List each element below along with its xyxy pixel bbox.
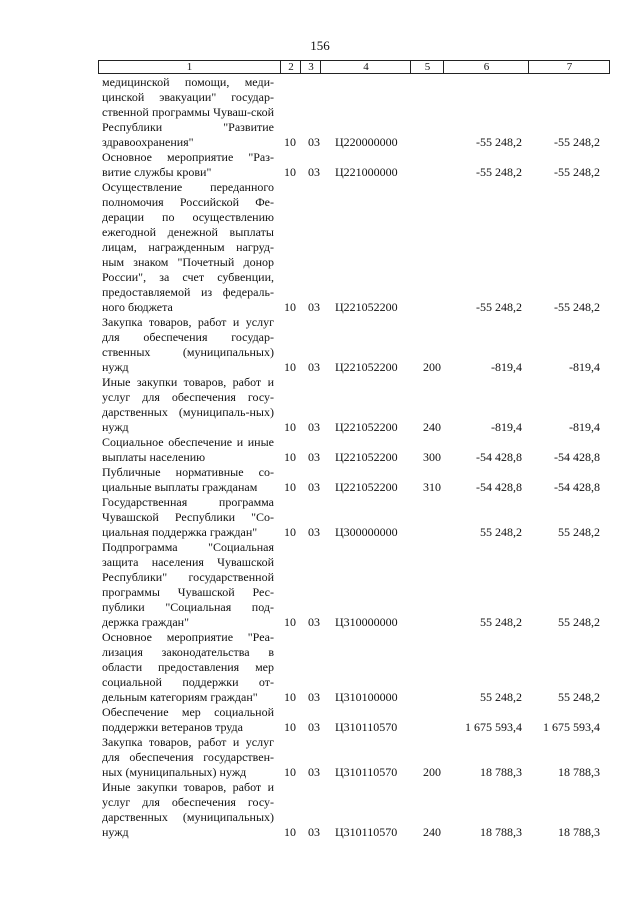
row-section: 10: [284, 165, 296, 179]
row-section: 10: [284, 360, 296, 374]
header-col-1: 1: [186, 61, 193, 73]
row-amount-6: -819,4: [491, 420, 522, 434]
table-row: [0, 705, 640, 735]
row-target-code: Ц310000000: [335, 615, 398, 629]
page-number: 156: [310, 38, 330, 53]
header-col-3: 3: [300, 61, 321, 73]
row-amount-6: 18 788,3: [480, 825, 522, 839]
header-col-7: 7: [528, 61, 610, 73]
row-subsection: 03: [308, 615, 320, 629]
row-name: Иные закупки товаров, работ и услуг для обеспечения госу-дарственных (муниципаль-ных) нужд: [102, 375, 274, 434]
row-target-code: Ц221052200: [335, 300, 398, 314]
row-target-code: Ц221052200: [335, 450, 398, 464]
header-col-2: 2: [280, 61, 301, 73]
row-expense-type: 240: [423, 825, 441, 839]
table-row: [0, 435, 640, 465]
row-section: 10: [284, 690, 296, 704]
row-section: 10: [284, 765, 296, 779]
row-amount-6: -55 248,2: [476, 300, 522, 314]
row-target-code: Ц310110570: [335, 720, 398, 734]
row-name: Основное мероприятие "Реа-лизация законодательства в области предоставления мер социальной поддержки от-дельным категориям граждан": [102, 630, 274, 704]
row-subsection: 03: [308, 135, 320, 149]
row-amount-7: -55 248,2: [554, 300, 600, 314]
row-name: Закупка товаров, работ и услуг для обеспечения государ-ственных (муниципальных) нужд: [102, 315, 274, 374]
row-amount-6: 55 248,2: [480, 525, 522, 539]
row-target-code: Ц221052200: [335, 480, 398, 494]
row-amount-6: -54 428,8: [476, 450, 522, 464]
table-row: [0, 540, 640, 630]
row-amount-6: -819,4: [491, 360, 522, 374]
row-subsection: 03: [308, 825, 320, 839]
row-section: 10: [284, 525, 296, 539]
table-header: [98, 60, 610, 74]
header-col-4: 4: [320, 61, 411, 73]
row-amount-6: -54 428,8: [476, 480, 522, 494]
row-target-code: Ц220000000: [335, 135, 398, 149]
row-subsection: 03: [308, 480, 320, 494]
row-subsection: 03: [308, 165, 320, 179]
row-name: Осуществление переданного полномочия Российской Фе-дерации по осуществлению ежегодной денежной выплаты лицам, награжденным нагруд-ным знаком "Почетный донор России", за счет субвенции, предоставляемой из федераль-ного бюджета: [102, 180, 274, 314]
row-name: Социальное обеспечение и иные выплаты населению: [102, 435, 274, 464]
row-target-code: Ц310100000: [335, 690, 398, 704]
row-name: Закупка товаров, работ и услуг для обеспечения государствен-ных (муниципальных) нужд: [102, 735, 274, 779]
row-amount-7: 55 248,2: [558, 690, 600, 704]
row-name: медицинской помощи, меди-цинской эвакуации" государ-ственной программы Чуваш-ской Республики "Развитие здравоохранения": [102, 75, 274, 149]
table-row: [0, 735, 640, 780]
row-name: Публичные нормативные со-циальные выплаты гражданам: [102, 465, 274, 494]
row-subsection: 03: [308, 765, 320, 779]
table-row: [0, 375, 640, 435]
row-target-code: Ц310110570: [335, 825, 398, 839]
row-expense-type: 300: [423, 450, 441, 464]
row-amount-7: -55 248,2: [554, 135, 600, 149]
row-target-code: Ц300000000: [335, 525, 398, 539]
row-name: Иные закупки товаров, работ и услуг для обеспечения госу-дарственных (муниципальных) нужд: [102, 780, 274, 839]
row-name: Обеспечение мер социальной поддержки ветеранов труда: [102, 705, 274, 734]
table-row: [0, 780, 640, 840]
row-amount-6: -55 248,2: [476, 165, 522, 179]
row-expense-type: 200: [423, 765, 441, 779]
row-target-code: Ц221052200: [335, 420, 398, 434]
row-target-code: Ц310110570: [335, 765, 398, 779]
row-target-code: Ц221000000: [335, 165, 398, 179]
table-row: [0, 630, 640, 705]
row-amount-7: -54 428,8: [554, 450, 600, 464]
header-col-5: 5: [410, 61, 444, 73]
row-amount-6: 55 248,2: [480, 615, 522, 629]
row-amount-7: 55 248,2: [558, 615, 600, 629]
row-subsection: 03: [308, 690, 320, 704]
row-subsection: 03: [308, 720, 320, 734]
row-name: Основное мероприятие "Раз-витие службы крови": [102, 150, 274, 179]
header-col-6: 6: [443, 61, 529, 73]
row-expense-type: 310: [423, 480, 441, 494]
table-body: [0, 75, 640, 840]
row-subsection: 03: [308, 525, 320, 539]
row-expense-type: 200: [423, 360, 441, 374]
table-row: [0, 180, 640, 315]
table-row: [0, 465, 640, 495]
row-section: 10: [284, 450, 296, 464]
row-amount-7: 55 248,2: [558, 525, 600, 539]
row-section: 10: [284, 825, 296, 839]
row-expense-type: 240: [423, 420, 441, 434]
row-section: 10: [284, 480, 296, 494]
row-amount-7: -819,4: [569, 420, 600, 434]
row-amount-6: -55 248,2: [476, 135, 522, 149]
table-row: [0, 315, 640, 375]
row-subsection: 03: [308, 420, 320, 434]
row-subsection: 03: [308, 300, 320, 314]
row-section: 10: [284, 135, 296, 149]
row-amount-7: 18 788,3: [558, 825, 600, 839]
row-amount-6: 18 788,3: [480, 765, 522, 779]
row-subsection: 03: [308, 450, 320, 464]
row-name: Государственная программа Чувашской Республики "Со-циальная поддержка граждан": [102, 495, 274, 539]
table-row: [0, 75, 640, 150]
table-row: [0, 495, 640, 540]
row-subsection: 03: [308, 360, 320, 374]
row-section: 10: [284, 300, 296, 314]
row-section: 10: [284, 720, 296, 734]
row-amount-7: 18 788,3: [558, 765, 600, 779]
row-amount-7: -819,4: [569, 360, 600, 374]
table-row: [0, 150, 640, 180]
row-target-code: Ц221052200: [335, 360, 398, 374]
row-section: 10: [284, 615, 296, 629]
row-section: 10: [284, 420, 296, 434]
row-amount-7: -55 248,2: [554, 165, 600, 179]
row-amount-7: -54 428,8: [554, 480, 600, 494]
row-amount-7: 1 675 593,4: [543, 720, 600, 734]
row-amount-6: 55 248,2: [480, 690, 522, 704]
row-amount-6: 1 675 593,4: [465, 720, 522, 734]
row-name: Подпрограмма "Социальная защита населения Чувашской Республики" государственной программы Чувашской Рес-публики "Социальная под-держка граждан": [102, 540, 274, 629]
